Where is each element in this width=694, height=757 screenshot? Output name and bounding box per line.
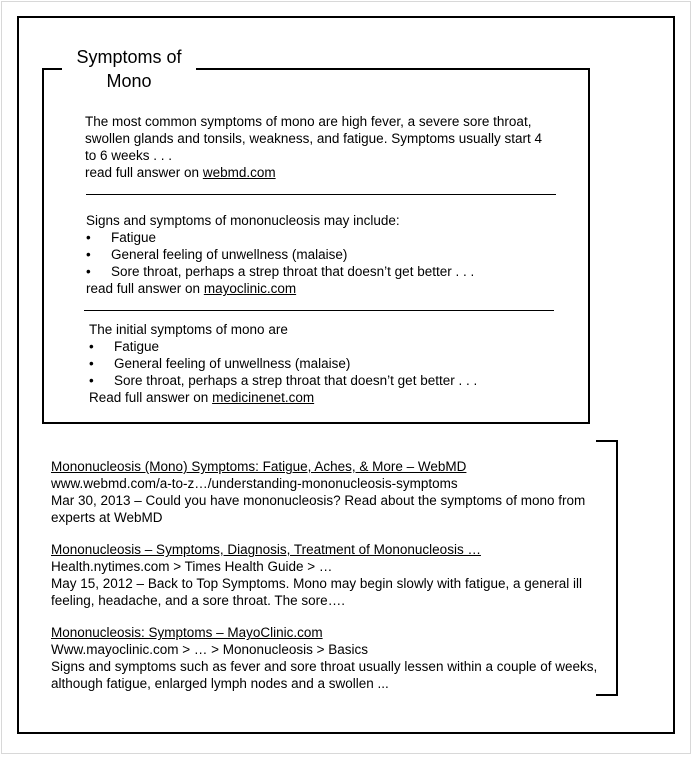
answer-intro: Signs and symptoms of mononucleosis may include: (86, 213, 400, 228)
bullet-icon: • (89, 339, 94, 354)
list-item: • Sore throat, perhaps a strep throat that doesn’t get better . . . (89, 373, 478, 388)
bullet-icon: • (86, 264, 91, 279)
source-link-mayoclinic[interactable]: mayoclinic.com (203, 281, 297, 296)
source-link-medicinenet[interactable]: medicinenet.com (212, 390, 315, 405)
search-result (51, 624, 597, 692)
result-snippet-line: although fatigue, enlarged lymph nodes and a swollen ... (51, 676, 389, 691)
result-snippet-line: Mar 30, 2013 – Could you have mononucleosis? Read about the symptoms of mono from (51, 493, 586, 508)
read-more-line (85, 164, 542, 181)
answer-mayoclinic (86, 212, 474, 297)
answer-text-line: to 6 weeks . . . (85, 148, 173, 163)
result-snippet-line: experts at WebMD (51, 510, 163, 525)
result-url: Health.nytimes.com > Times Health Guide > … (51, 559, 333, 574)
source-link-webmd[interactable]: webmd.com (202, 165, 276, 180)
results-bracket (596, 440, 618, 696)
result-title-link[interactable]: Mononucleosis – Symptoms, Diagnosis, Treatment of Mononucleosis … (51, 542, 481, 557)
list-item: • General feeling of unwellness (malaise) (86, 247, 348, 262)
read-more-prefix: Read full answer on (89, 390, 213, 405)
answer-box-title: Symptoms of Mono (62, 45, 196, 93)
divider (86, 194, 556, 195)
search-result (51, 541, 597, 609)
divider (84, 310, 554, 311)
list-item: • Sore throat, perhaps a strep throat that doesn’t get better . . . (86, 264, 475, 279)
result-title-link[interactable]: Mononucleosis (Mono) Symptoms: Fatigue, Aches, & More – WebMD (51, 459, 467, 474)
result-snippet-line: Signs and symptoms such as fever and sore throat usually lessen within a couple of weeks, (51, 659, 598, 674)
result-title-link[interactable]: Mononucleosis: Symptoms – MayoClinic.com (51, 625, 323, 640)
search-result (51, 458, 597, 526)
answer-intro: The initial symptoms of mono are (89, 322, 288, 337)
answer-webmd (85, 113, 542, 181)
list-item: • Fatigue (89, 339, 160, 354)
result-url: Www.mayoclinic.com > … > Mononucleosis > Basics (51, 642, 368, 657)
list-item: • Fatigue (86, 230, 157, 245)
answer-text-line: swollen glands and tonsils, weakness, and fatigue. Symptoms usually start 4 (85, 131, 542, 146)
search-results (51, 458, 597, 707)
bullet-icon: • (86, 230, 91, 245)
bullet-icon: • (86, 247, 91, 262)
read-more-prefix: read full answer on (85, 165, 203, 180)
answer-text-line: The most common symptoms of mono are high fever, a severe sore throat, (85, 114, 532, 129)
bullet-icon: • (89, 373, 94, 388)
bullet-icon: • (89, 356, 94, 371)
read-more-prefix: read full answer on (86, 281, 204, 296)
symptom-list (89, 338, 477, 389)
read-more-line (89, 389, 477, 406)
list-item: • General feeling of unwellness (malaise) (89, 356, 351, 371)
symptom-list (86, 229, 474, 280)
result-snippet-line: feeling, headache, and a sore throat. The sore…. (51, 593, 345, 608)
result-url: www.webmd.com/a-to-z…/understanding-mononucleosis-symptoms (51, 476, 458, 491)
read-more-line (86, 280, 474, 297)
answer-medicinenet (89, 321, 477, 406)
result-snippet-line: May 15, 2012 – Back to Top Symptoms. Mono may begin slowly with fatigue, a general ill (51, 576, 583, 591)
